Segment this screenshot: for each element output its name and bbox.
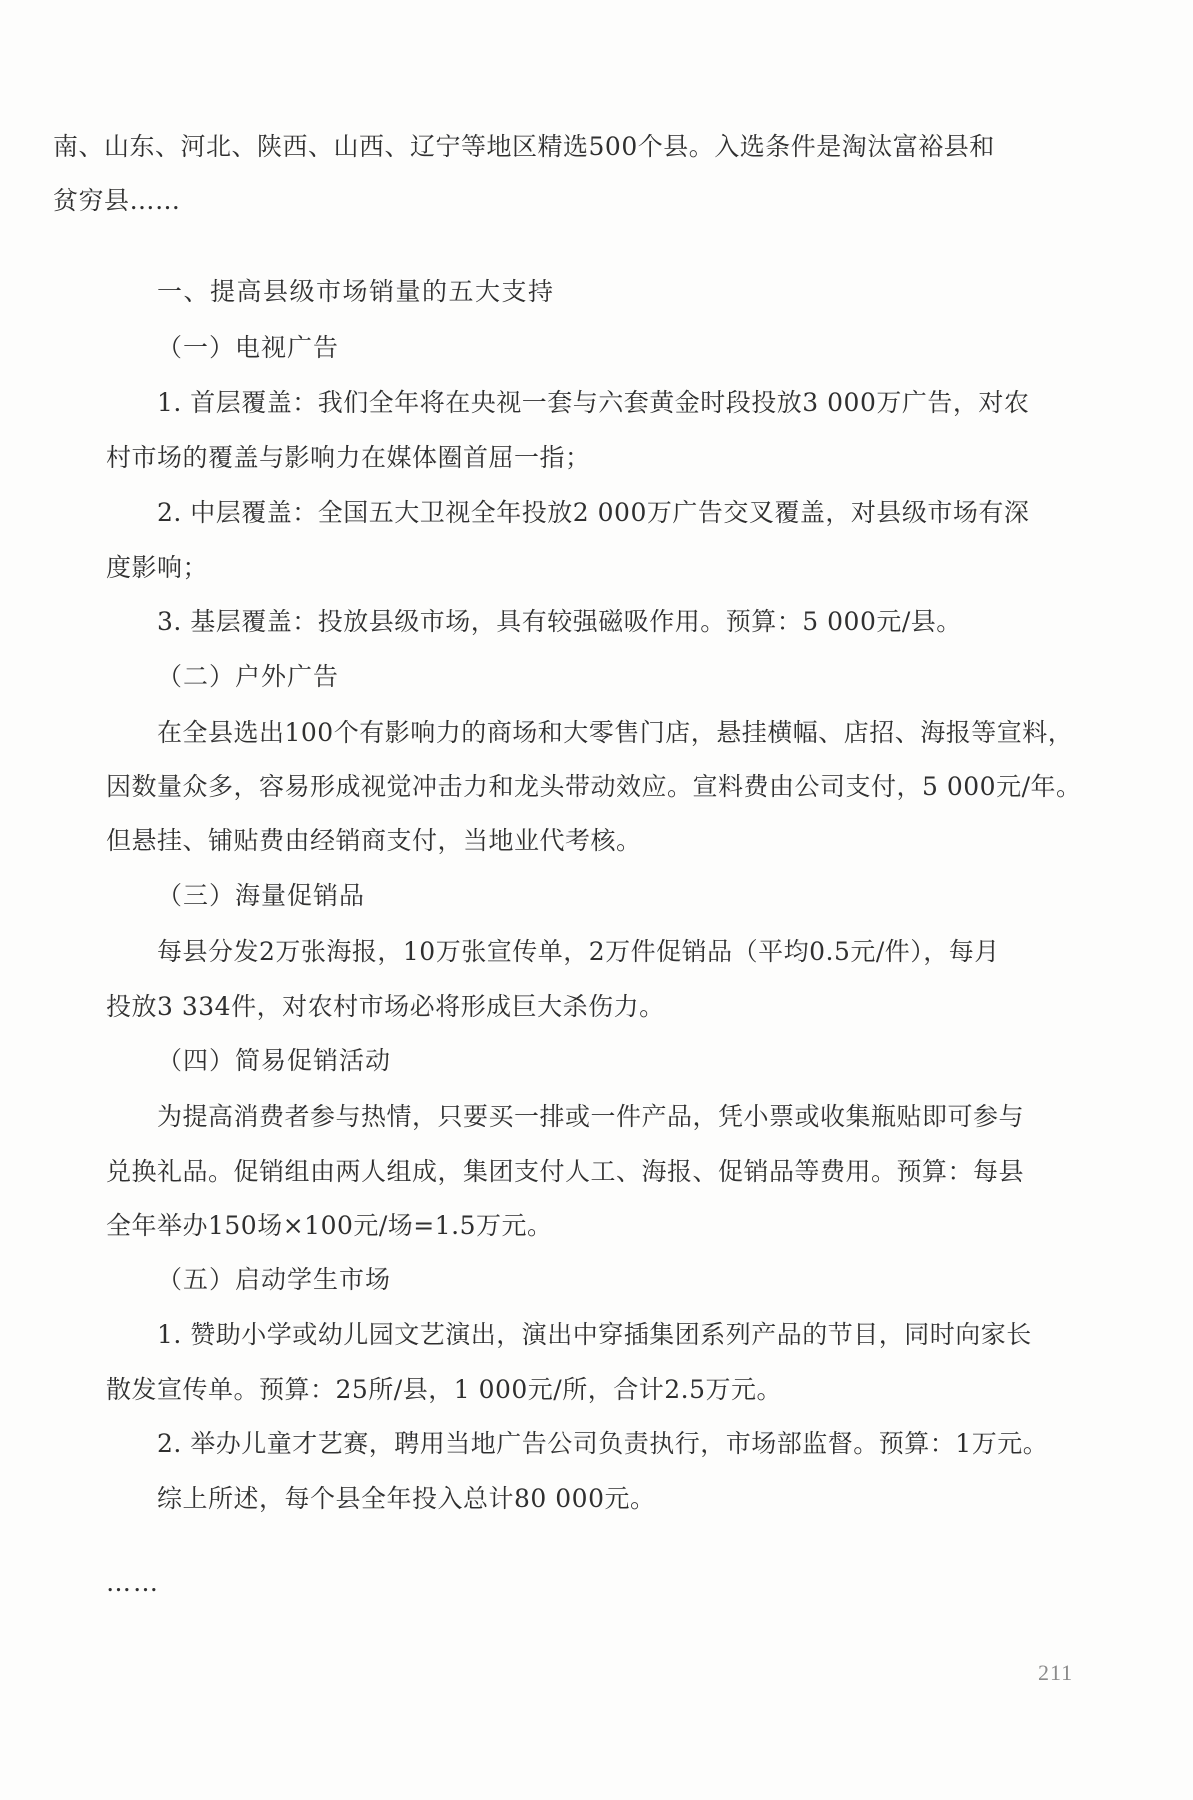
paragraph-line: 每县分发2万张海报，10万张宣传单，2万件促销品（平均0.5元/件），每月 bbox=[157, 937, 1000, 966]
paragraph-line: 贫穷县…… bbox=[53, 186, 181, 215]
paragraph-line: 3. 基层覆盖：投放县级市场，具有较强磁吸作用。预算：5 000元/县。 bbox=[157, 607, 962, 636]
paragraph-line: 度影响； bbox=[106, 553, 209, 582]
paragraph-line: 综上所述，每个县全年投入总计80 000元。 bbox=[157, 1484, 656, 1513]
paragraph-line: 南、山东、河北、陕西、山西、辽宁等地区精选500个县。入选条件是淘汰富裕县和 bbox=[53, 132, 995, 161]
paragraph-line: 兑换礼品。促销组由两人组成，集团支付人工、海报、促销品等费用。预算：每县 bbox=[106, 1157, 1025, 1186]
section-heading: 一、提高县级市场销量的五大支持 bbox=[157, 277, 555, 306]
paragraph-line: 在全县选出100个有影响力的商场和大零售门店，悬挂横幅、店招、海报等宣料， bbox=[157, 718, 1074, 747]
subsection-heading: （二）户外广告 bbox=[157, 662, 340, 691]
paragraph-line: 1. 首层覆盖：我们全年将在央视一套与六套黄金时段投放3 000万广告，对农 bbox=[157, 388, 1030, 417]
ellipsis: …… bbox=[106, 1568, 160, 1597]
subsection-heading: （五）启动学生市场 bbox=[157, 1265, 392, 1294]
subsection-heading: （三）海量促销品 bbox=[157, 881, 366, 910]
paragraph-line: 村市场的覆盖与影响力在媒体圈首屈一指； bbox=[106, 443, 591, 472]
paragraph-line: 2. 举办儿童才艺赛，聘用当地广告公司负责执行，市场部监督。预算：1万元。 bbox=[157, 1429, 1049, 1458]
paragraph-line: 全年举办150场×100元/场=1.5万元。 bbox=[106, 1211, 553, 1240]
page-number: 211 bbox=[1038, 1660, 1074, 1685]
paragraph-line: 为提高消费者参与热情，只要买一排或一件产品，凭小票或收集瓶贴即可参与 bbox=[157, 1102, 1025, 1131]
paragraph-line: 散发宣传单。预算：25所/县，1 000元/所，合计2.5万元。 bbox=[106, 1375, 782, 1404]
paragraph-line: 但悬挂、铺贴费由经销商支付，当地业代考核。 bbox=[106, 826, 642, 855]
paragraph-line: 2. 中层覆盖：全国五大卫视全年投放2 000万广告交叉覆盖，对县级市场有深 bbox=[157, 498, 1030, 527]
subsection-heading: （一）电视广告 bbox=[157, 333, 340, 362]
paragraph-line: 1. 赞助小学或幼儿园文艺演出，演出中穿插集团系列产品的节目，同时向家长 bbox=[157, 1320, 1032, 1349]
paragraph-line: 投放3 334件，对农村市场必将形成巨大杀伤力。 bbox=[106, 992, 665, 1021]
paragraph-line: 因数量众多，容易形成视觉冲击力和龙头带动效应。宣料费由公司支付，5 000元/年。 bbox=[106, 772, 1082, 801]
subsection-heading: （四）简易促销活动 bbox=[157, 1046, 392, 1075]
